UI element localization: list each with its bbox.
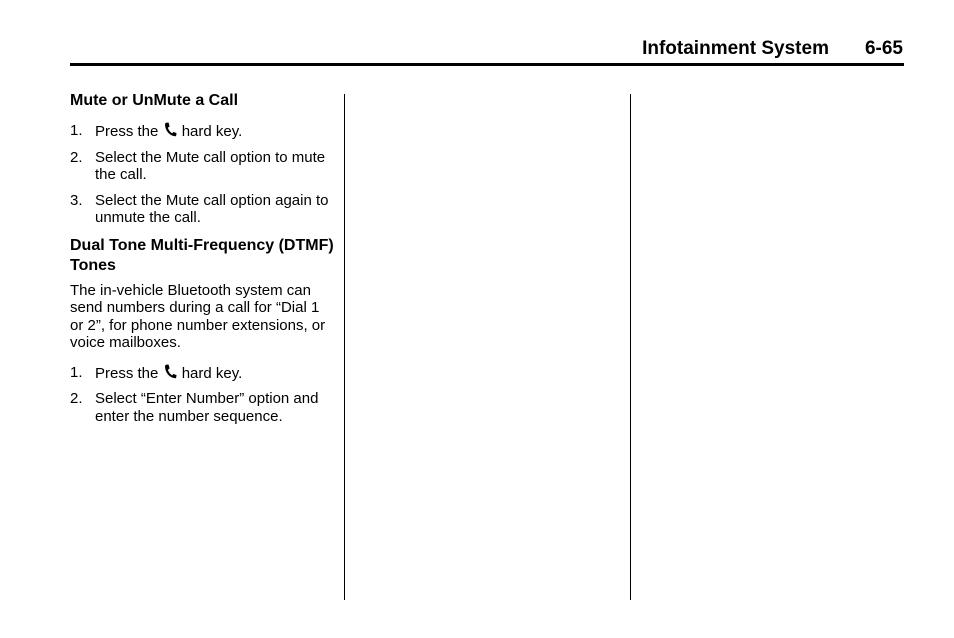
left-column <box>70 91 334 425</box>
page-header <box>642 37 903 61</box>
step-text: Select “Enter Number” option and enter the number sequence. <box>95 390 319 425</box>
column-divider-left <box>344 94 345 600</box>
dtmf-body-text: The in-vehicle Bluetooth system can send numbers during a call for “Dial 1 or 2”, for phone number extensions, or voice mailboxes. <box>70 281 326 351</box>
list-item <box>70 192 334 227</box>
header-rule <box>70 63 904 66</box>
section-title-mute: Mute or UnMute a Call <box>70 92 239 109</box>
mute-steps-list <box>70 122 334 227</box>
header-section-title: Infotainment System <box>642 38 829 59</box>
step-number: 2. <box>70 390 83 407</box>
step-text: Select the Mute call option again to unmute the call. <box>95 191 329 226</box>
step-text-after: hard key. <box>181 364 243 382</box>
step-text-before: Press the <box>95 123 159 140</box>
step-number: 2. <box>70 148 83 166</box>
step-text-after: hard key. <box>181 123 243 140</box>
phone-icon <box>164 364 177 379</box>
step-text: Select the Mute call option to mute the call. <box>95 148 326 183</box>
step-number: 1. <box>70 122 83 139</box>
list-item <box>70 149 334 184</box>
list-item <box>70 122 334 141</box>
list-item <box>70 390 334 425</box>
phone-icon <box>164 122 177 137</box>
section-title-dtmf: Dual Tone Multi-Frequency (DTMF) Tones <box>70 236 334 274</box>
step-number: 3. <box>70 191 83 209</box>
column-divider-right <box>630 94 631 600</box>
list-item <box>70 364 334 383</box>
page-number: 6-65 <box>864 38 903 59</box>
dtmf-steps-list <box>70 364 334 426</box>
step-text-before: Press the <box>95 364 159 382</box>
step-number: 1. <box>70 363 83 381</box>
